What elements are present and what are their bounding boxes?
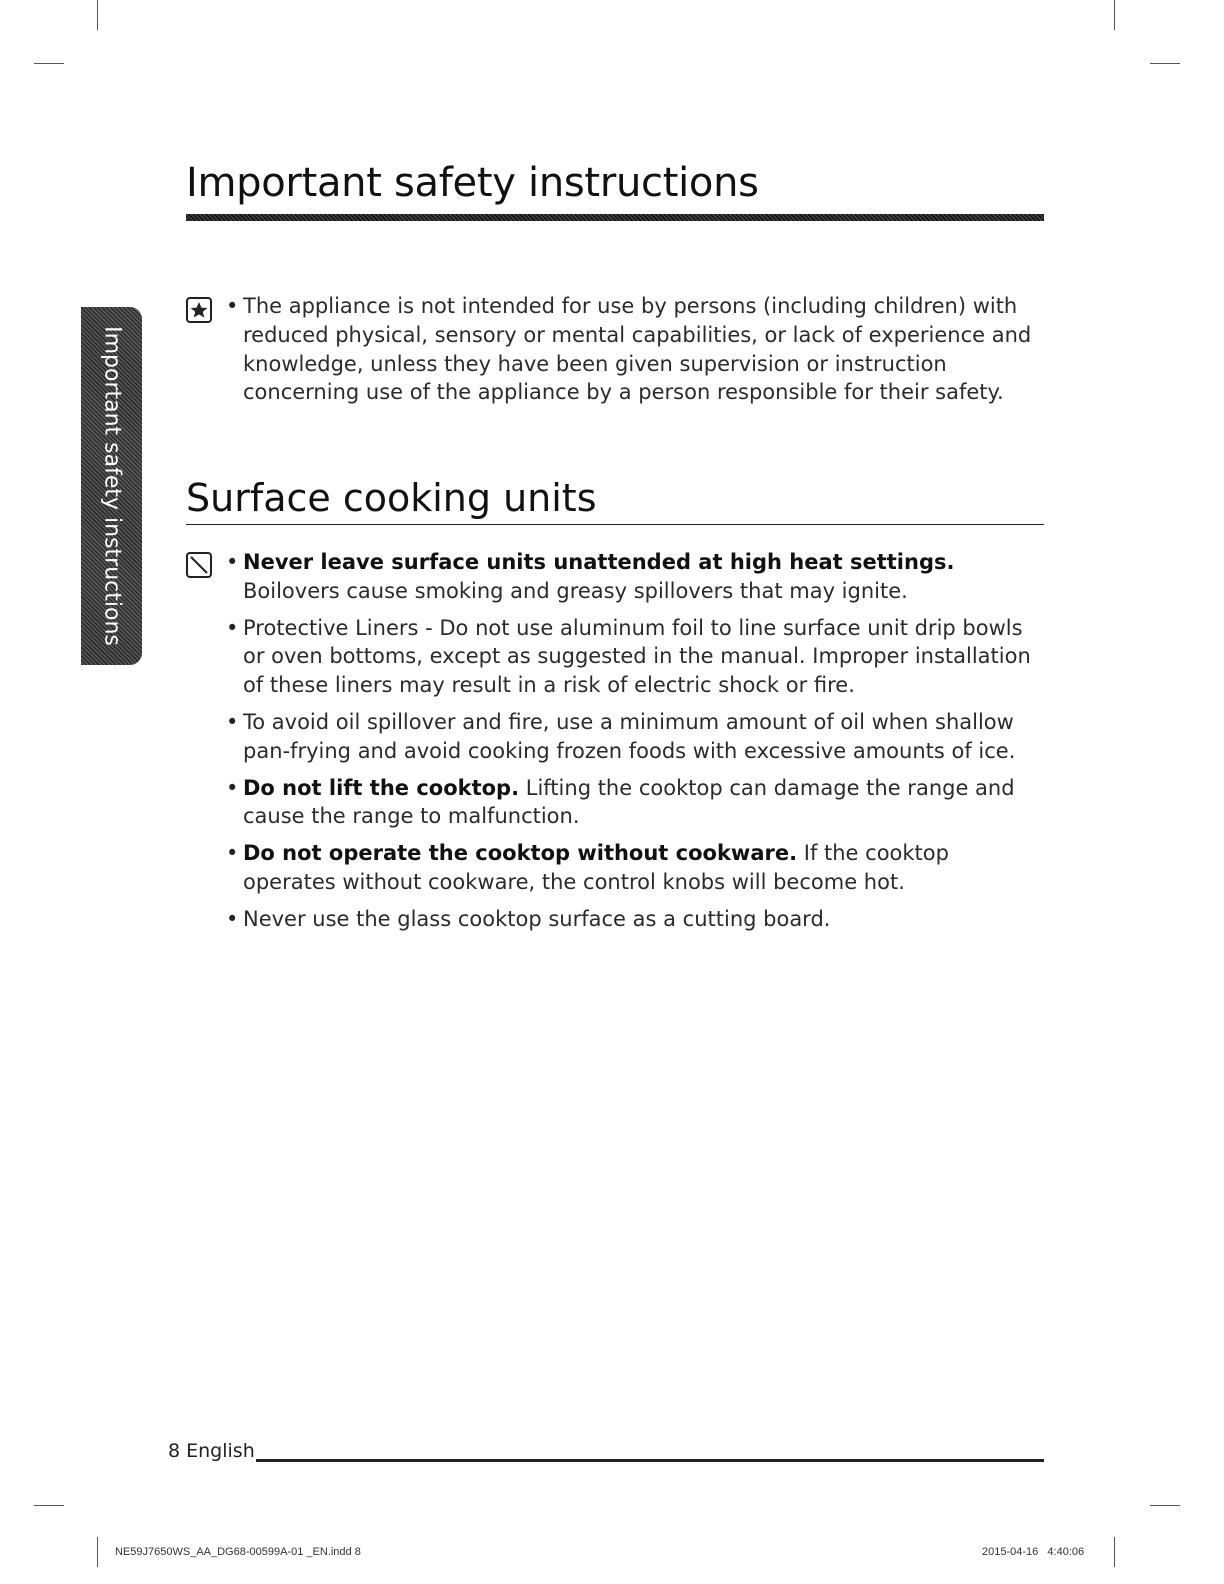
surface-bullet-list [226,548,1046,942]
prohibition-icon [186,552,212,578]
crop-mark [34,63,64,64]
crop-mark [1114,0,1115,30]
crop-mark [34,1505,64,1506]
list-item [226,839,1046,897]
bullet-dot: • [226,550,239,574]
bullet-text: Boilovers cause smoking and greasy spillovers that may ignite. [243,578,908,603]
bullet-dot: • [226,906,239,931]
crop-mark [1114,1537,1115,1567]
bullet-dot: • [226,294,239,318]
list-item [226,708,1046,766]
page-number: 8 English [168,1440,255,1462]
list-item [226,292,1046,407]
list-item [226,614,1046,700]
bullet-text: Never use the glass cooktop surface as a cutting board. [243,906,831,931]
list-item [226,774,1046,832]
print-slug-left: NE59J7650WS_AA_DG68-00599A-01 _EN.indd 8 [115,1546,361,1558]
note-bullet-list [226,292,1046,415]
bullet-dot: • [226,615,239,640]
side-tab [81,307,142,665]
bullet-text: To avoid oil spillover and fire, use a minimum amount of oil when shallow pan-frying and avoid cooking frozen foods with excessive amounts of ice. [243,709,1016,763]
list-item [226,905,1046,934]
crop-mark [1150,63,1180,64]
crop-mark [97,1537,98,1567]
bullet-text: The appliance is not intended for use by persons (including children) with reduced physical, sensory or mental capabilities, or lack of experience and knowledge, unless they have been given supervision or instruction concerning use of the appliance by a person responsible for their safety. [243,294,1032,405]
print-slug-right: 2015-04-16 4:40:06 [982,1546,1085,1558]
list-item [226,548,1046,606]
title-rule [186,214,1044,221]
crop-mark [97,0,98,30]
page-title: Important safety instructions [186,160,759,206]
bullet-dot: • [226,709,239,734]
bullet-bold-text: Never leave surface units unattended at high heat settings. [243,550,955,574]
bullet-bold-text: Do not lift the cooktop. [243,775,520,800]
footer-rule [256,1459,1044,1462]
side-tab-label: Important safety instructions [99,326,124,646]
bullet-text: Protective Liners - Do not use aluminum foil to line surface unit drip bowls or oven bottoms, except as suggested in the manual. Improper installation of these liners may result in a risk of electric shock or fire. [243,615,1031,698]
section-rule [186,524,1044,525]
bullet-dot: • [226,775,239,800]
crop-mark [1150,1505,1180,1506]
bullet-text: Lifting the cooktop can damage the range and cause the range to malfunction. [243,775,1015,829]
section-title: Surface cooking units [186,476,597,520]
star-note-icon [186,297,212,323]
bullet-bold-text: Do not operate the cooktop without cookware. [243,841,798,866]
bullet-text: If the cooktop operates without cookware, the control knobs will become hot. [243,841,949,894]
bullet-dot: • [226,841,239,866]
